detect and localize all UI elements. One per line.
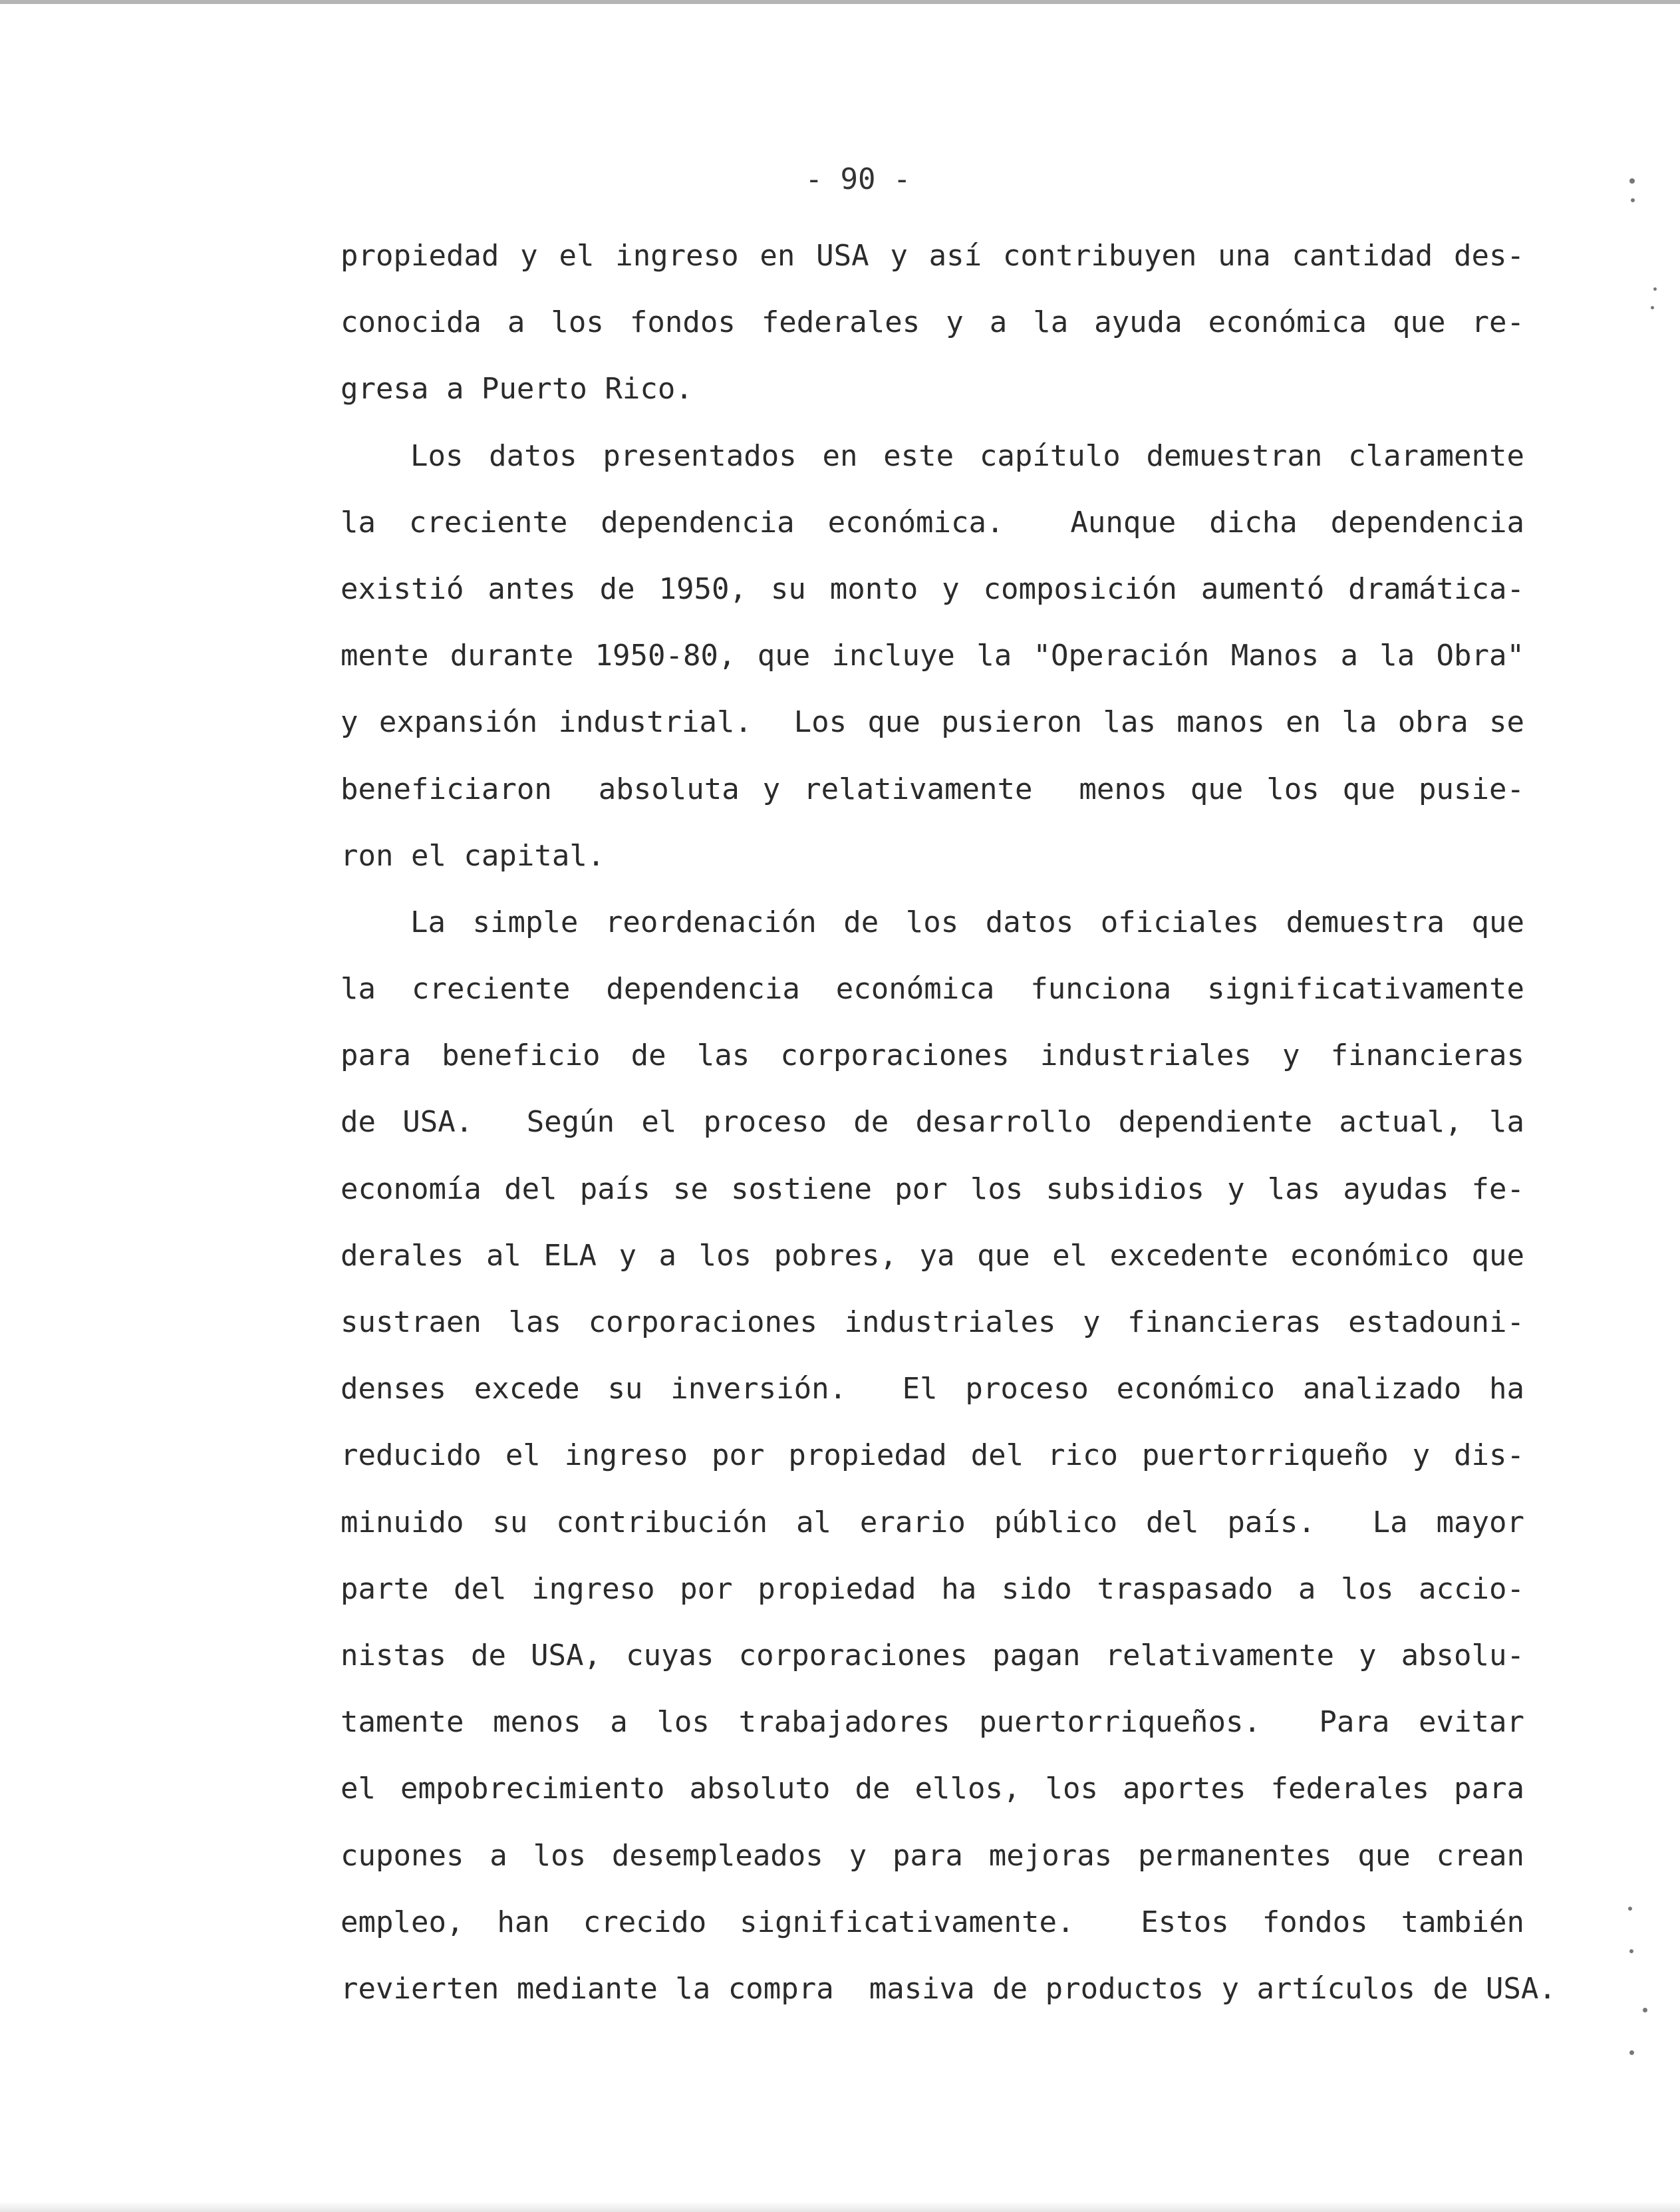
scan-speck bbox=[1653, 287, 1657, 291]
text-line: reducido el ingreso por propiedad del rico puertorriqueño y dis- bbox=[341, 1438, 1524, 1473]
text-line: economía del país se sostiene por los subsidios y las ayudas fe- bbox=[341, 1172, 1524, 1206]
text-line: parte del ingreso por propiedad ha sido traspasado a los accio- bbox=[341, 1571, 1524, 1606]
text-line: conocida a los fondos federales y a la ayuda económica que re- bbox=[341, 305, 1524, 340]
text-line: mente durante 1950-80, que incluye la "Operación Manos a la Obra" bbox=[341, 639, 1524, 673]
scan-speck bbox=[1643, 2008, 1647, 2012]
text-line: nistas de USA, cuyas corporaciones pagan relativamente y absolu- bbox=[341, 1638, 1524, 1672]
scan-speck bbox=[1651, 306, 1654, 309]
text-line: ron el capital. bbox=[341, 838, 605, 873]
text-line: Los datos presentados en este capítulo demuestran claramente bbox=[410, 438, 1524, 473]
text-line: sustraen las corporaciones industriales y financieras estadouni- bbox=[341, 1305, 1524, 1339]
text-line: para beneficio de las corporaciones industriales y financieras bbox=[341, 1038, 1524, 1073]
scan-speck bbox=[1628, 1907, 1632, 1911]
scan-speck bbox=[1629, 178, 1635, 184]
top-scan-rule bbox=[0, 0, 1680, 4]
scan-speck bbox=[1629, 1949, 1633, 1953]
body-text bbox=[341, 223, 1556, 2022]
text-line: el empobrecimiento absoluto de ellos, los aportes federales para bbox=[341, 1772, 1524, 1806]
text-line: la creciente dependencia económica funciona significativamente bbox=[341, 972, 1524, 1007]
text-line: cupones a los desempleados y para mejoras permanentes que crean bbox=[341, 1838, 1524, 1873]
text-line: tamente menos a los trabajadores puertorriqueños. Para evitar bbox=[341, 1705, 1524, 1740]
text-line: La simple reordenación de los datos oficiales demuestra que bbox=[410, 905, 1524, 939]
text-line: denses excede su inversión. El proceso económico analizado ha bbox=[341, 1372, 1524, 1406]
text-line: la creciente dependencia económica. Aunque dicha dependencia bbox=[341, 505, 1524, 540]
text-line: minuido su contribución al erario público del país. La mayor bbox=[341, 1505, 1524, 1539]
text-line: existió antes de 1950, su monto y composición aumentó dramática- bbox=[341, 571, 1524, 606]
text-line: derales al ELA y a los pobres, ya que el excedente económico que bbox=[341, 1238, 1524, 1273]
text-line: de USA. Según el proceso de desarrollo dependiente actual, la bbox=[341, 1105, 1524, 1140]
text-line: empleo, han crecido significativamente. Estos fondos también bbox=[341, 1905, 1524, 1939]
text-line: y expansión industrial. Los que pusieron las manos en la obra se bbox=[341, 705, 1524, 740]
text-line: revierten mediante la compra masiva de productos y artículos de USA. bbox=[341, 1971, 1556, 2006]
text-line: beneficiaron absoluta y relativamente menos que los que pusie- bbox=[341, 772, 1524, 806]
scan-speck bbox=[1631, 198, 1635, 202]
text-line: propiedad y el ingreso en USA y así contribuyen una cantidad des- bbox=[341, 239, 1524, 273]
text-line: gresa a Puerto Rico. bbox=[341, 372, 693, 406]
bottom-scan-edge bbox=[0, 2201, 1680, 2212]
page-number: - 90 - bbox=[805, 162, 911, 196]
scan-speck bbox=[1629, 2050, 1634, 2055]
